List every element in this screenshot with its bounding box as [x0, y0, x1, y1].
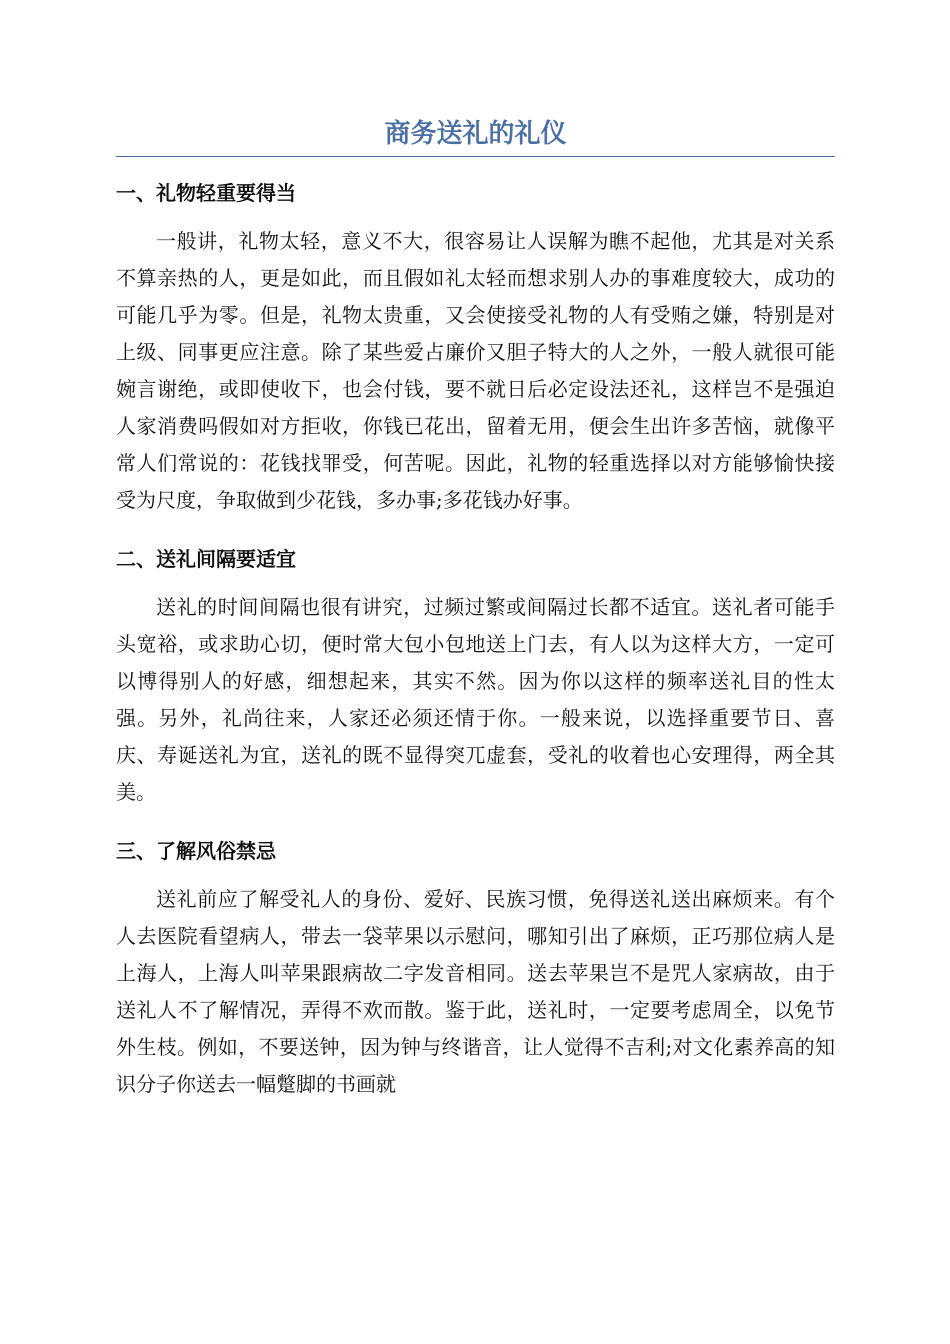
document-body: [116, 175, 835, 1125]
section-heading: 三、了解风俗禁忌: [116, 839, 276, 863]
section-gift-weight: [116, 175, 835, 519]
section-heading: 二、送礼间隔要适宜: [116, 547, 296, 571]
section-heading: 一、礼物轻重要得当: [116, 181, 296, 205]
section-customs-taboos: [116, 833, 835, 1103]
document-title: 商务送礼的礼仪: [384, 119, 567, 149]
section-paragraph: 送礼的时间间隔也很有讲究，过频过繁或间隔过长都不适宜。送礼者可能手头宽裕，或求助心切，便时常大包小包地送上门去，有人以为这样大方，一定可以博得别人的好感，细想起来，其实不然。因为你以这样的频率送礼目的性太强。另外，礼尚往来，人家还必须还情于你。一般来说，以选择重要节日、喜庆、寿诞送礼为宜，送礼的既不显得突兀虚套，受礼的收着也心安理得，两全其美。: [116, 595, 835, 804]
title-block: [116, 112, 835, 157]
section-paragraph: 一般讲，礼物太轻，意义不大，很容易让人误解为瞧不起他，尤其是对关系不算亲热的人，更是如此，而且假如礼太轻而想求别人办的事难度较大，成功的可能几乎为零。但是，礼物太贵重，又会使接受礼物的人有受贿之嫌，特别是对上级、同事更应注意。除了某些爱占廉价又胆子特大的人之外，一般人就很可能婉言谢绝，或即使收下，也会付钱，要不就日后必定设法还礼，这样岂不是强迫人家消费吗假如对方拒收，你钱已花出，留着无用，便会生出许多苦恼，就像平常人们常说的：花钱找罪受，何苦呢。因此，礼物的轻重选择以对方能够愉快接受为尺度，争取做到少花钱，多办事;多花钱办好事。: [116, 229, 835, 512]
section-gift-interval: [116, 541, 835, 811]
section-paragraph: 送礼前应了解受礼人的身份、爱好、民族习惯，免得送礼送出麻烦来。有个人去医院看望病人，带去一袋苹果以示慰问，哪知引出了麻烦，正巧那位病人是上海人，上海人叫苹果跟病故二字发音相同。送去苹果岂不是咒人家病故，由于送礼人不了解情况，弄得不欢而散。鉴于此，送礼时，一定要考虑周全，以免节外生枝。例如，不要送钟，因为钟与终谐音，让人觉得不吉利;对文化素养高的知识分子你送去一幅蹩脚的书画就: [116, 887, 835, 1096]
